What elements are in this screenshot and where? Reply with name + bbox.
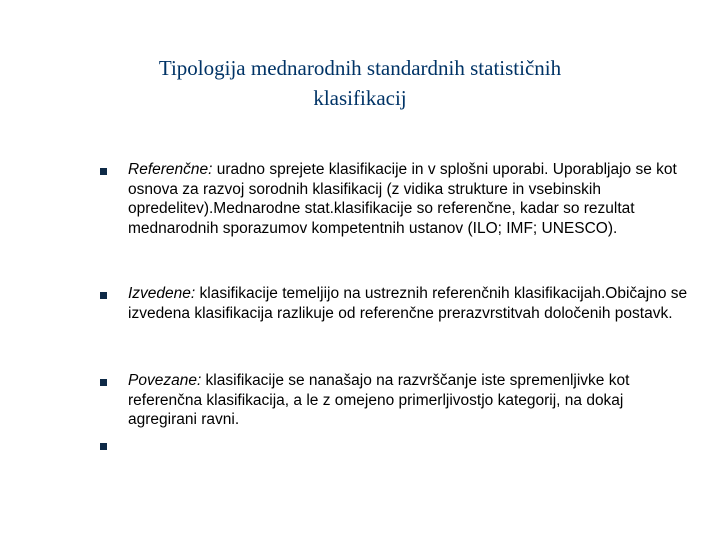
bullet-text	[128, 284, 694, 323]
bullet-term: Referenčne:	[128, 161, 213, 178]
bullet-text	[128, 371, 694, 430]
square-bullet-icon	[100, 443, 107, 450]
slide-title-line-1: Tipologija mednarodnih standardnih statističnih	[158, 56, 562, 80]
square-bullet-icon	[100, 168, 107, 175]
slide-title-line-2: klasifikacij	[313, 86, 407, 110]
square-bullet-icon	[100, 379, 107, 386]
bullet-term: Povezane:	[128, 372, 202, 389]
bullet-text	[128, 160, 694, 238]
bullet-term: Izvedene:	[128, 285, 196, 302]
bullet-body: uradno sprejete klasifikacije in v splošni uporabi. Uporabljajo se kot osnova za razvoj sorodnih klasifikacij (z vidika strukture in vsebinskih opredelitev).Mednarodne stat.klasifikacije so referenčne, kadar so rezultat mednarodnih sporazumov kompetentnih ustanov (ILO; IMF; UNESCO).	[128, 161, 677, 237]
bullet-body: klasifikacije temeljijo na ustreznih referenčnih klasifikacijah.Običajno se izvedena klasifikacija razlikuje od referenčne prerazvrstitvah določenih postavk.	[128, 285, 688, 322]
bullet-body: klasifikacije se nanašajo na razvrščanje iste spremenljivke kot referenčna klasifikacija, a le z omejeno primerljivostjo kategorij, na dokaj agregirani ravni.	[128, 372, 630, 428]
square-bullet-icon	[100, 292, 107, 299]
